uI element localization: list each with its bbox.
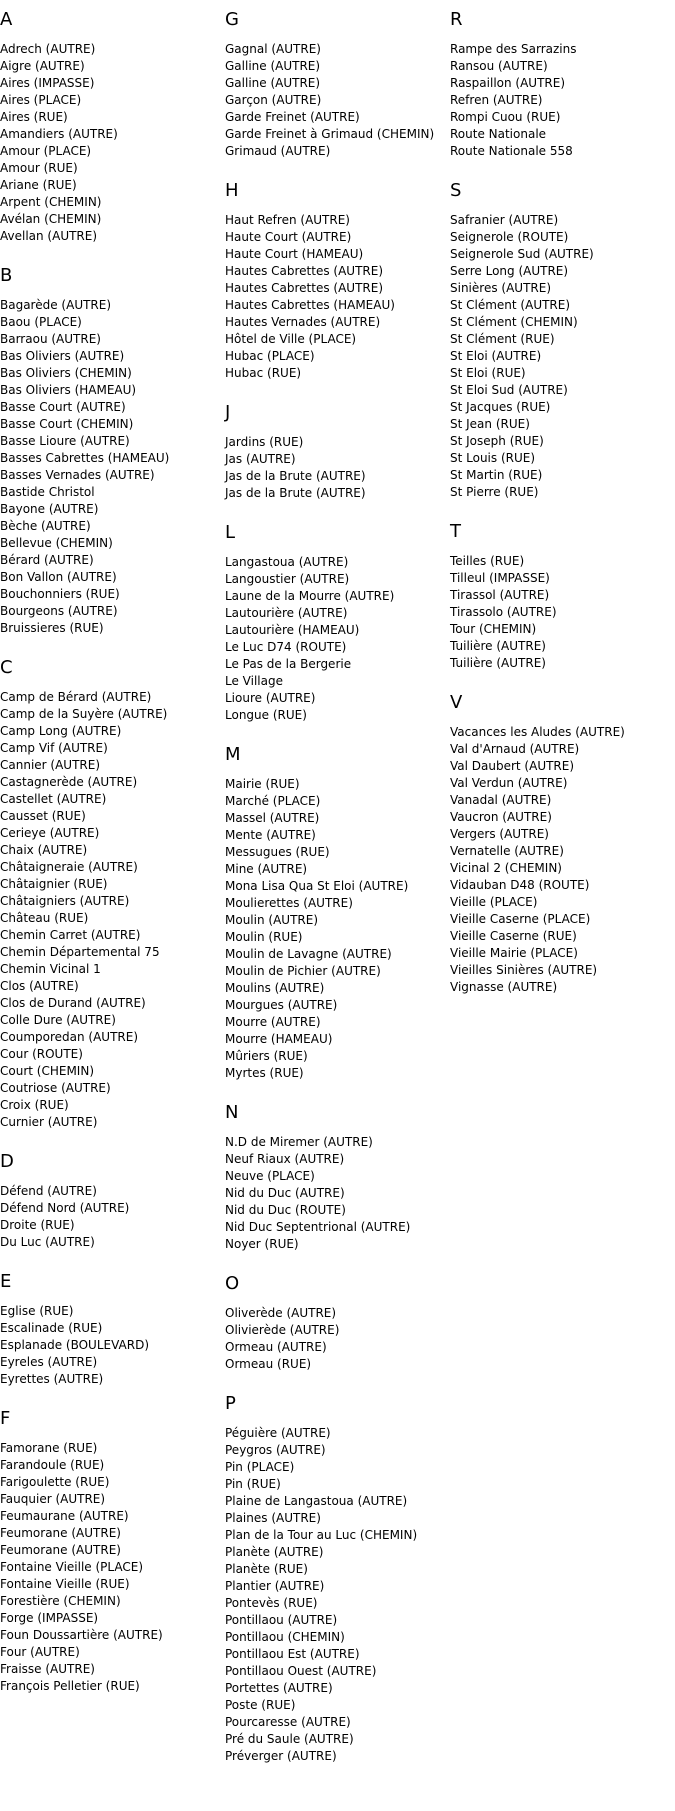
- street-list-item[interactable]: Ariane (RUE): [0, 178, 77, 192]
- section-letter-heading: S: [450, 180, 462, 201]
- street-list-item[interactable]: Vieille Mairie (PLACE): [450, 946, 578, 960]
- letter-section-l: [225, 521, 447, 724]
- street-list-item[interactable]: Four (AUTRE): [0, 1645, 80, 1659]
- letter-section-d: [0, 1150, 222, 1251]
- street-list-item[interactable]: Camp Long (AUTRE): [0, 724, 122, 738]
- street-list-item[interactable]: Défend Nord (AUTRE): [0, 1201, 130, 1215]
- street-list-item[interactable]: Chemin Carret (AUTRE): [0, 928, 141, 942]
- street-list-item[interactable]: Garde Freinet (AUTRE): [225, 110, 360, 124]
- street-list-item[interactable]: Amour (RUE): [0, 161, 78, 175]
- street-list-item[interactable]: Bastide Christol: [0, 485, 95, 499]
- street-list-item[interactable]: Hubac (PLACE): [225, 349, 315, 363]
- street-list-item[interactable]: Croix (RUE): [0, 1098, 69, 1112]
- street-list-item[interactable]: Baou (PLACE): [0, 315, 82, 329]
- street-list-item[interactable]: Serre Long (AUTRE): [450, 264, 569, 278]
- street-list-item[interactable]: Safranier (AUTRE): [450, 213, 559, 227]
- street-list-item[interactable]: Planète (RUE): [225, 1562, 308, 1576]
- street-list-item[interactable]: Bagarède (AUTRE): [0, 298, 112, 312]
- street-list-item[interactable]: Hôtel de Ville (PLACE): [225, 332, 357, 346]
- street-list-item[interactable]: Tuilière (AUTRE): [450, 656, 546, 670]
- section-letter-heading: J: [225, 402, 231, 423]
- street-list-item[interactable]: Fontaine Vieille (RUE): [0, 1577, 130, 1591]
- street-list-item[interactable]: Cour (ROUTE): [0, 1047, 83, 1061]
- section-letter-heading: G: [225, 9, 239, 30]
- street-list-item[interactable]: Refren (AUTRE): [450, 93, 543, 107]
- street-list-item[interactable]: Défend (AUTRE): [0, 1184, 97, 1198]
- street-list-item[interactable]: Pin (PLACE): [225, 1460, 295, 1474]
- section-letter-heading: N: [225, 1102, 239, 1123]
- street-list-item[interactable]: Moulin (RUE): [225, 930, 303, 944]
- street-list-item[interactable]: Moulin de Pichier (AUTRE): [225, 964, 381, 978]
- street-list-item[interactable]: Mourgues (AUTRE): [225, 998, 338, 1012]
- street-list-item[interactable]: Plan de la Tour au Luc (CHEMIN): [225, 1528, 418, 1542]
- street-list-item[interactable]: Chaix (AUTRE): [0, 843, 88, 857]
- street-list-item[interactable]: Cannier (AUTRE): [0, 758, 101, 772]
- street-list-item[interactable]: Forge (IMPASSE): [0, 1611, 99, 1625]
- street-list-item[interactable]: Moulins (AUTRE): [225, 981, 325, 995]
- street-list-item[interactable]: Coumporedan (AUTRE): [0, 1030, 139, 1044]
- section-letter-heading: V: [450, 692, 463, 713]
- street-list-item[interactable]: Moulierettes (AUTRE): [225, 896, 353, 910]
- street-list-item[interactable]: Marché (PLACE): [225, 794, 321, 808]
- street-list-item[interactable]: St Louis (RUE): [450, 451, 536, 465]
- street-list-item[interactable]: St Clément (AUTRE): [450, 298, 571, 312]
- letter-section-m: [225, 743, 447, 1082]
- street-list-item[interactable]: Bon Vallon (AUTRE): [0, 570, 117, 584]
- street-list-item[interactable]: Clos de Durand (AUTRE): [0, 996, 146, 1010]
- street-list-item[interactable]: Mente (AUTRE): [225, 828, 316, 842]
- street-list-item[interactable]: Eyreles (AUTRE): [0, 1355, 98, 1369]
- street-list-item[interactable]: Pré du Saule (AUTRE): [225, 1732, 354, 1746]
- street-list-item[interactable]: Fontaine Vieille (PLACE): [0, 1560, 143, 1574]
- street-list-item[interactable]: Mine (AUTRE): [225, 862, 308, 876]
- street-list-item[interactable]: Longue (RUE): [225, 708, 307, 722]
- street-list-item[interactable]: Vignasse (AUTRE): [450, 980, 558, 994]
- street-list-item[interactable]: Grimaud (AUTRE): [225, 144, 331, 158]
- street-list-item[interactable]: Bayone (AUTRE): [0, 502, 99, 516]
- street-list-item[interactable]: Planète (AUTRE): [225, 1545, 324, 1559]
- letter-section-s: [450, 179, 672, 501]
- street-list-item[interactable]: Camp Vif (AUTRE): [0, 741, 108, 755]
- street-list-item[interactable]: Bouchonniers (RUE): [0, 587, 120, 601]
- street-list-item[interactable]: Vieille (PLACE): [450, 895, 538, 909]
- street-list-item[interactable]: St Eloi (AUTRE): [450, 349, 542, 363]
- street-list-item[interactable]: Ormeau (AUTRE): [225, 1340, 327, 1354]
- street-list-item[interactable]: Jas de la Brute (AUTRE): [225, 486, 366, 500]
- street-list-item[interactable]: Châtaignier (RUE): [0, 877, 108, 891]
- street-list-item[interactable]: Avellan (AUTRE): [0, 229, 98, 243]
- street-list-item[interactable]: Olivierède (AUTRE): [225, 1323, 340, 1337]
- street-list-item[interactable]: Esplanade (BOULEVARD): [0, 1338, 150, 1352]
- street-list-item[interactable]: St Joseph (RUE): [450, 434, 544, 448]
- street-list-item[interactable]: Basse Lioure (AUTRE): [0, 434, 130, 448]
- street-list-item[interactable]: Causset (RUE): [0, 809, 86, 823]
- street-list-item[interactable]: Nid du Duc (AUTRE): [225, 1186, 345, 1200]
- street-list-item[interactable]: St Eloi (RUE): [450, 366, 526, 380]
- street-list-item[interactable]: Galline (AUTRE): [225, 76, 321, 90]
- street-list-item[interactable]: Coutriose (AUTRE): [0, 1081, 111, 1095]
- street-list-item[interactable]: Vidauban D48 (ROUTE): [450, 878, 590, 892]
- street-list-item[interactable]: Haute Court (HAMEAU): [225, 247, 364, 261]
- column-2: [225, 8, 447, 1784]
- street-list-item[interactable]: Neuf Riaux (AUTRE): [225, 1152, 345, 1166]
- street-list-item[interactable]: Hautes Vernades (AUTRE): [225, 315, 381, 329]
- street-list-item[interactable]: Château (RUE): [0, 911, 89, 925]
- street-list-item[interactable]: St Clément (RUE): [450, 332, 555, 346]
- street-list-item[interactable]: Vanadal (AUTRE): [450, 793, 552, 807]
- street-list-item[interactable]: Foun Doussartière (AUTRE): [0, 1628, 163, 1642]
- street-list-item[interactable]: Tirassol (AUTRE): [450, 588, 550, 602]
- street-list-item[interactable]: Eglise (RUE): [0, 1304, 74, 1318]
- letter-section-v: [450, 691, 672, 996]
- street-list-item[interactable]: Val Verdun (AUTRE): [450, 776, 568, 790]
- street-list-item[interactable]: Vieille Caserne (PLACE): [450, 912, 591, 926]
- street-list-item[interactable]: Vaucron (AUTRE): [450, 810, 552, 824]
- street-list-item[interactable]: Plaine de Langastoua (AUTRE): [225, 1494, 408, 1508]
- street-list-item[interactable]: Poste (RUE): [225, 1698, 296, 1712]
- street-list-item[interactable]: Eyrettes (AUTRE): [0, 1372, 104, 1386]
- letter-section-c: [0, 656, 222, 1131]
- street-list-item[interactable]: Hubac (RUE): [225, 366, 302, 380]
- street-list-item[interactable]: Nid Duc Septentrional (AUTRE): [225, 1220, 411, 1234]
- street-list-item[interactable]: Lioure (AUTRE): [225, 691, 316, 705]
- street-list-item[interactable]: Massel (AUTRE): [225, 811, 320, 825]
- street-list-item[interactable]: Garçon (AUTRE): [225, 93, 322, 107]
- street-list-item[interactable]: Route Nationale 558: [450, 144, 573, 158]
- street-list-item[interactable]: Tour (CHEMIN): [450, 622, 537, 636]
- street-list-item[interactable]: Du Luc (AUTRE): [0, 1235, 95, 1249]
- street-list-item[interactable]: Bourgeons (AUTRE): [0, 604, 118, 618]
- street-list-item[interactable]: Hautes Cabrettes (AUTRE): [225, 281, 384, 295]
- section-letter-heading: O: [225, 1273, 240, 1294]
- letter-section-f: [0, 1407, 222, 1695]
- street-list-item[interactable]: St Clément (CHEMIN): [450, 315, 578, 329]
- street-list-item[interactable]: Galline (AUTRE): [225, 59, 321, 73]
- street-list-item[interactable]: Préverger (AUTRE): [225, 1749, 337, 1763]
- street-list-item[interactable]: Vicinal 2 (CHEMIN): [450, 861, 562, 875]
- street-list-item[interactable]: Aires (RUE): [0, 110, 68, 124]
- street-list-item[interactable]: Escalinade (RUE): [0, 1321, 103, 1335]
- street-list-item[interactable]: Basses Cabrettes (HAMEAU): [0, 451, 170, 465]
- street-list-item[interactable]: Lautourière (HAMEAU): [225, 623, 360, 637]
- letter-section-r: [450, 8, 672, 160]
- street-list-item[interactable]: Bas Oliviers (CHEMIN): [0, 366, 132, 380]
- street-list-item[interactable]: Mairie (RUE): [225, 777, 300, 791]
- street-list-item[interactable]: Laune de la Mourre (AUTRE): [225, 589, 395, 603]
- street-list-item[interactable]: Le Pas de la Bergerie: [225, 657, 352, 671]
- street-list-item[interactable]: Péguière (AUTRE): [225, 1426, 331, 1440]
- letter-section-a: [0, 8, 222, 245]
- street-list-item[interactable]: Pourcaresse (AUTRE): [225, 1715, 351, 1729]
- street-list-item[interactable]: Plantier (AUTRE): [225, 1579, 325, 1593]
- section-letter-heading: F: [0, 1408, 11, 1429]
- street-list-item[interactable]: Aigre (AUTRE): [0, 59, 85, 73]
- column-3: [450, 8, 672, 1015]
- street-list-item[interactable]: Val d'Arnaud (AUTRE): [450, 742, 580, 756]
- street-list-item[interactable]: Feumorane (AUTRE): [0, 1543, 121, 1557]
- street-list-item[interactable]: Vieille Caserne (RUE): [450, 929, 577, 943]
- section-letter-heading: P: [225, 1393, 236, 1414]
- street-list-item[interactable]: Chemin Vicinal 1: [0, 962, 101, 976]
- street-list-item[interactable]: Adrech (AUTRE): [0, 42, 96, 56]
- street-list-item[interactable]: Lautourière (AUTRE): [225, 606, 348, 620]
- street-list-item[interactable]: Rompi Cuou (RUE): [450, 110, 561, 124]
- street-list-item[interactable]: Bruissieres (RUE): [0, 621, 104, 635]
- street-list-item[interactable]: Aires (IMPASSE): [0, 76, 95, 90]
- street-list-item[interactable]: Clos (AUTRE): [0, 979, 79, 993]
- street-list-item[interactable]: Famorane (RUE): [0, 1441, 98, 1455]
- street-list-item[interactable]: Mona Lisa Qua St Eloi (AUTRE): [225, 879, 409, 893]
- street-list-item[interactable]: Portettes (AUTRE): [225, 1681, 333, 1695]
- letter-section-o: [225, 1272, 447, 1373]
- street-list-item[interactable]: Mourre (HAMEAU): [225, 1032, 333, 1046]
- street-list-item[interactable]: Tilleul (IMPASSE): [450, 571, 550, 585]
- street-list-item[interactable]: Moulin de Lavagne (AUTRE): [225, 947, 392, 961]
- street-list-item[interactable]: Arpent (CHEMIN): [0, 195, 102, 209]
- street-list-item[interactable]: Noyer (RUE): [225, 1237, 299, 1251]
- street-list-item[interactable]: Plaines (AUTRE): [225, 1511, 321, 1525]
- street-list-item[interactable]: Camp de Bérard (AUTRE): [0, 690, 152, 704]
- section-letter-heading: B: [0, 265, 13, 286]
- street-list-item[interactable]: Pontevès (RUE): [225, 1596, 318, 1610]
- street-list-item[interactable]: Mûriers (RUE): [225, 1049, 308, 1063]
- street-list-item[interactable]: Court (CHEMIN): [0, 1064, 94, 1078]
- letter-section-h: [225, 179, 447, 382]
- street-list-item[interactable]: Langastoua (AUTRE): [225, 555, 349, 569]
- street-list-item[interactable]: Sinières (AUTRE): [450, 281, 551, 295]
- street-list-item[interactable]: Basse Court (CHEMIN): [0, 417, 134, 431]
- street-list-item[interactable]: Teilles (RUE): [450, 554, 525, 568]
- street-list-item[interactable]: Vieilles Sinières (AUTRE): [450, 963, 598, 977]
- street-list-item[interactable]: Jas de la Brute (AUTRE): [225, 469, 366, 483]
- street-list-item[interactable]: Nid du Duc (ROUTE): [225, 1203, 346, 1217]
- section-letter-heading: L: [225, 522, 236, 543]
- street-list-item[interactable]: N.D de Miremer (AUTRE): [225, 1135, 373, 1149]
- street-list-item[interactable]: Amandiers (AUTRE): [0, 127, 118, 141]
- street-list-item[interactable]: Basses Vernades (AUTRE): [0, 468, 155, 482]
- street-list-item[interactable]: Neuve (PLACE): [225, 1169, 315, 1183]
- street-list-item[interactable]: Langoustier (AUTRE): [225, 572, 350, 586]
- street-list-item[interactable]: Forestière (CHEMIN): [0, 1594, 121, 1608]
- street-list-item[interactable]: Peygros (AUTRE): [225, 1443, 326, 1457]
- street-list-item[interactable]: Castagnerède (AUTRE): [0, 775, 138, 789]
- street-list-item[interactable]: Colle Dure (AUTRE): [0, 1013, 116, 1027]
- street-list-item[interactable]: Bas Oliviers (AUTRE): [0, 349, 125, 363]
- street-list-item[interactable]: Haute Court (AUTRE): [225, 230, 352, 244]
- street-list-item[interactable]: Droite (RUE): [0, 1218, 75, 1232]
- street-list-item[interactable]: Gagnal (AUTRE): [225, 42, 321, 56]
- street-list-item[interactable]: Pontillaou (CHEMIN): [225, 1630, 345, 1644]
- letter-section-j: [225, 401, 447, 502]
- section-letter-heading: M: [225, 744, 241, 765]
- street-list-item[interactable]: Bellevue (CHEMIN): [0, 536, 113, 550]
- street-list-item[interactable]: Pontillaou (AUTRE): [225, 1613, 338, 1627]
- street-list-item[interactable]: Val Daubert (AUTRE): [450, 759, 575, 773]
- street-list-item[interactable]: Feumorane (AUTRE): [0, 1526, 121, 1540]
- street-list-item[interactable]: Pontillaou Est (AUTRE): [225, 1647, 360, 1661]
- section-letter-heading: A: [0, 9, 13, 30]
- street-list-item[interactable]: Le Luc D74 (ROUTE): [225, 640, 347, 654]
- letter-section-p: [225, 1392, 447, 1765]
- street-list-item[interactable]: Route Nationale: [450, 127, 547, 141]
- street-list-item[interactable]: Curnier (AUTRE): [0, 1115, 98, 1129]
- street-list-item[interactable]: Tirassolo (AUTRE): [450, 605, 557, 619]
- street-list-item[interactable]: Raspaillon (AUTRE): [450, 76, 566, 90]
- section-letter-heading: D: [0, 1151, 14, 1172]
- street-list-item[interactable]: Garde Freinet à Grimaud (CHEMIN): [225, 127, 435, 141]
- street-list-item[interactable]: Amour (PLACE): [0, 144, 92, 158]
- street-list-item[interactable]: St Eloi Sud (AUTRE): [450, 383, 568, 397]
- letter-section-e: [0, 1270, 222, 1388]
- street-list-item[interactable]: Vacances les Aludes (AUTRE): [450, 725, 625, 739]
- street-list-item[interactable]: Myrtes (RUE): [225, 1066, 304, 1080]
- street-list-item[interactable]: Jardins (RUE): [225, 435, 304, 449]
- street-list-item[interactable]: Jas (AUTRE): [225, 452, 296, 466]
- street-list-item[interactable]: Mourre (AUTRE): [225, 1015, 321, 1029]
- street-list-item[interactable]: Cerieye (AUTRE): [0, 826, 100, 840]
- letter-section-n: [225, 1101, 447, 1253]
- street-list-item[interactable]: Vergers (AUTRE): [450, 827, 549, 841]
- street-list-item[interactable]: Basse Court (AUTRE): [0, 400, 126, 414]
- street-list-item[interactable]: Bèche (AUTRE): [0, 519, 91, 533]
- section-letter-heading: H: [225, 180, 239, 201]
- street-list-item[interactable]: Oliverède (AUTRE): [225, 1306, 337, 1320]
- section-letter-heading: R: [450, 9, 463, 30]
- street-list-item[interactable]: Bérard (AUTRE): [0, 553, 94, 567]
- street-list-item[interactable]: Castellet (AUTRE): [0, 792, 107, 806]
- street-list-item[interactable]: Chemin Départemental 75: [0, 945, 160, 959]
- street-list-item[interactable]: Fauquier (AUTRE): [0, 1492, 106, 1506]
- street-list-item[interactable]: Ormeau (RUE): [225, 1357, 312, 1371]
- street-list-item[interactable]: Hautes Cabrettes (AUTRE): [225, 264, 384, 278]
- street-list-item[interactable]: Châtaigneraie (AUTRE): [0, 860, 138, 874]
- street-list-item[interactable]: Messugues (RUE): [225, 845, 330, 859]
- letter-section-t: [450, 520, 672, 672]
- section-letter-heading: C: [0, 657, 13, 678]
- street-list-item[interactable]: Bas Oliviers (HAMEAU): [0, 383, 137, 397]
- street-list-item[interactable]: Moulin (AUTRE): [225, 913, 318, 927]
- street-list-item[interactable]: Châtaigniers (AUTRE): [0, 894, 130, 908]
- section-letter-heading: E: [0, 1271, 12, 1292]
- street-list-item[interactable]: St Jacques (RUE): [450, 400, 551, 414]
- street-list-item[interactable]: Pin (RUE): [225, 1477, 281, 1491]
- street-list-item[interactable]: Camp de la Suyère (AUTRE): [0, 707, 168, 721]
- street-list-item[interactable]: Farandoule (RUE): [0, 1458, 105, 1472]
- street-list-item[interactable]: Vernatelle (AUTRE): [450, 844, 564, 858]
- street-list-item[interactable]: Haut Refren (AUTRE): [225, 213, 350, 227]
- street-list-item[interactable]: Seignerole (ROUTE): [450, 230, 569, 244]
- street-list-item[interactable]: Seignerole Sud (AUTRE): [450, 247, 594, 261]
- section-letter-heading: T: [450, 521, 461, 542]
- letter-section-g: [225, 8, 447, 160]
- street-list-item[interactable]: St Jean (RUE): [450, 417, 530, 431]
- street-list-item[interactable]: Fraisse (AUTRE): [0, 1662, 95, 1676]
- street-list-item[interactable]: Feumaurane (AUTRE): [0, 1509, 129, 1523]
- street-list-item[interactable]: Barraou (AUTRE): [0, 332, 101, 346]
- street-list-item[interactable]: Avélan (CHEMIN): [0, 212, 102, 226]
- street-list-item[interactable]: François Pelletier (RUE): [0, 1679, 140, 1693]
- column-1: [0, 8, 222, 1714]
- letter-section-b: [0, 264, 222, 637]
- street-list-item[interactable]: St Pierre (RUE): [450, 485, 539, 499]
- street-list-item[interactable]: St Martin (RUE): [450, 468, 543, 482]
- street-list-item[interactable]: Tuilière (AUTRE): [450, 639, 546, 653]
- street-list-item[interactable]: Farigoulette (RUE): [0, 1475, 110, 1489]
- street-list-item[interactable]: Pontillaou Ouest (AUTRE): [225, 1664, 377, 1678]
- street-list-item[interactable]: Le Village: [225, 674, 283, 688]
- street-list-item[interactable]: Hautes Cabrettes (HAMEAU): [225, 298, 395, 312]
- street-list-item[interactable]: Ransou (AUTRE): [450, 59, 548, 73]
- street-list-item[interactable]: Rampe des Sarrazins: [450, 42, 577, 56]
- street-list-item[interactable]: Aires (PLACE): [0, 93, 82, 107]
